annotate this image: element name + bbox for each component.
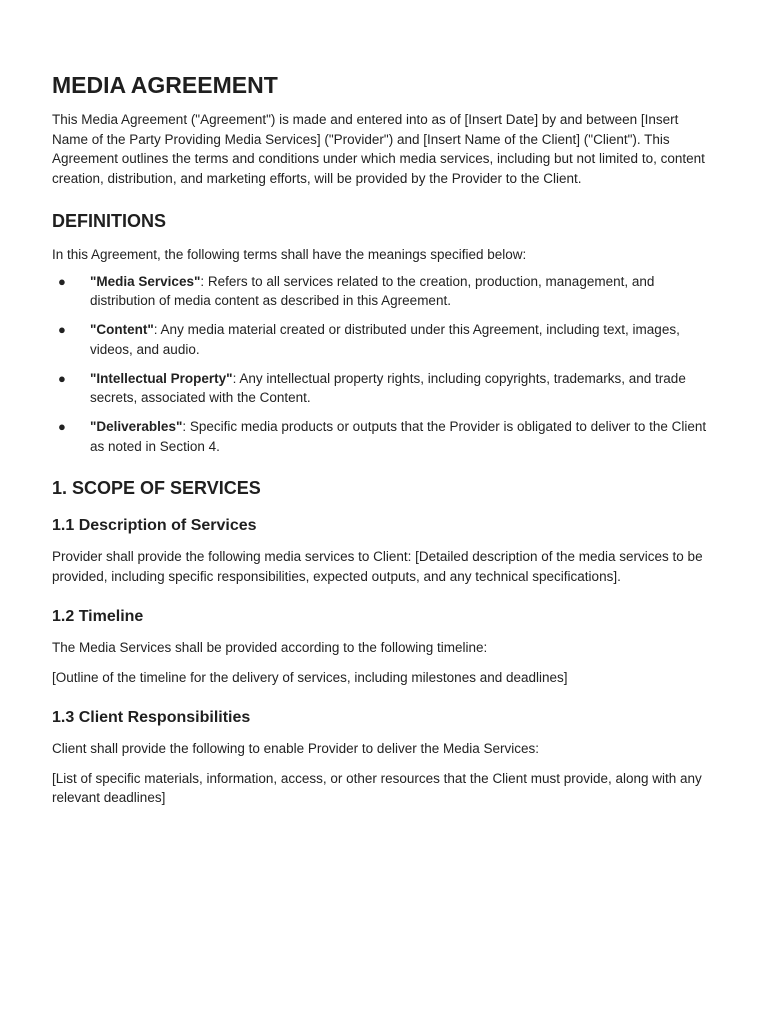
bullet-icon: ●: [58, 419, 66, 434]
description-text: Provider shall provide the following media services to Client: [Detailed description of the media services to be provided, including specific responsibilities, expected outputs, and any technical specifications].: [52, 549, 703, 584]
client-responsibilities-text: [List of specific materials, information, access, or other resources that the Client must provide, along with any relevant deadlines]: [52, 770, 702, 805]
definition-term: "Intellectual Property": [90, 370, 233, 386]
document-page: [52, 70, 714, 808]
definition-term: "Content": [90, 322, 154, 337]
definitions-list: [52, 272, 714, 457]
description-heading: 1.1 Description of Services: [52, 517, 257, 534]
definition-item: [52, 369, 714, 408]
definitions-heading: DEFINITIONS: [52, 211, 167, 231]
definition-text: : Any intellectual property rights, including copyrights, trademarks, and trade secrets, associated with the Content.: [90, 370, 686, 405]
timeline-text: [Outline of the timeline for the delivery of services, including milestones and deadlines]: [52, 669, 568, 685]
definition-item: [52, 417, 714, 456]
intro-paragraph: This Media Agreement ("Agreement") is made and entered into as of [Insert Date] by and between [Insert Name of the Party Providing Media Services] ("Provider") and [Insert Name of the Client] ("Client"). This Agreement outlines the terms and conditions under which media services, including but not limited to, content creation, distribution, and marketing efforts, will be provided by the Provider to the Client.: [52, 112, 705, 186]
definition-term: "Media Services": [90, 273, 201, 289]
bullet-icon: ●: [58, 370, 66, 386]
definition-text: : Specific media products or outputs that the Provider is obligated to deliver to the Client as noted in Section 4.: [90, 419, 707, 454]
client-responsibilities-lead: Client shall provide the following to enable Provider to deliver the Media Services:: [52, 741, 540, 756]
document-title: MEDIA AGREEMENT: [52, 72, 278, 98]
timeline-lead: The Media Services shall be provided according to the following timeline:: [52, 640, 488, 655]
scope-heading: 1. SCOPE OF SERVICES: [52, 478, 261, 498]
definition-item: [52, 272, 714, 311]
definitions-lead: In this Agreement, the following terms shall have the meanings specified below:: [52, 247, 527, 262]
client-responsibilities-heading: 1.3 Client Responsibilities: [52, 709, 251, 726]
bullet-icon: ●: [58, 322, 66, 337]
definition-text: : Refers to all services related to the creation, production, management, and distribution of media content as described in this Agreement.: [90, 273, 655, 308]
timeline-heading: 1.2 Timeline: [52, 608, 144, 625]
bullet-icon: ●: [58, 273, 66, 289]
definition-text: : Any media material created or distributed under this Agreement, including text, images, videos, and audio.: [90, 322, 680, 357]
definition-item: [52, 320, 714, 359]
definition-term: "Deliverables": [90, 419, 183, 434]
